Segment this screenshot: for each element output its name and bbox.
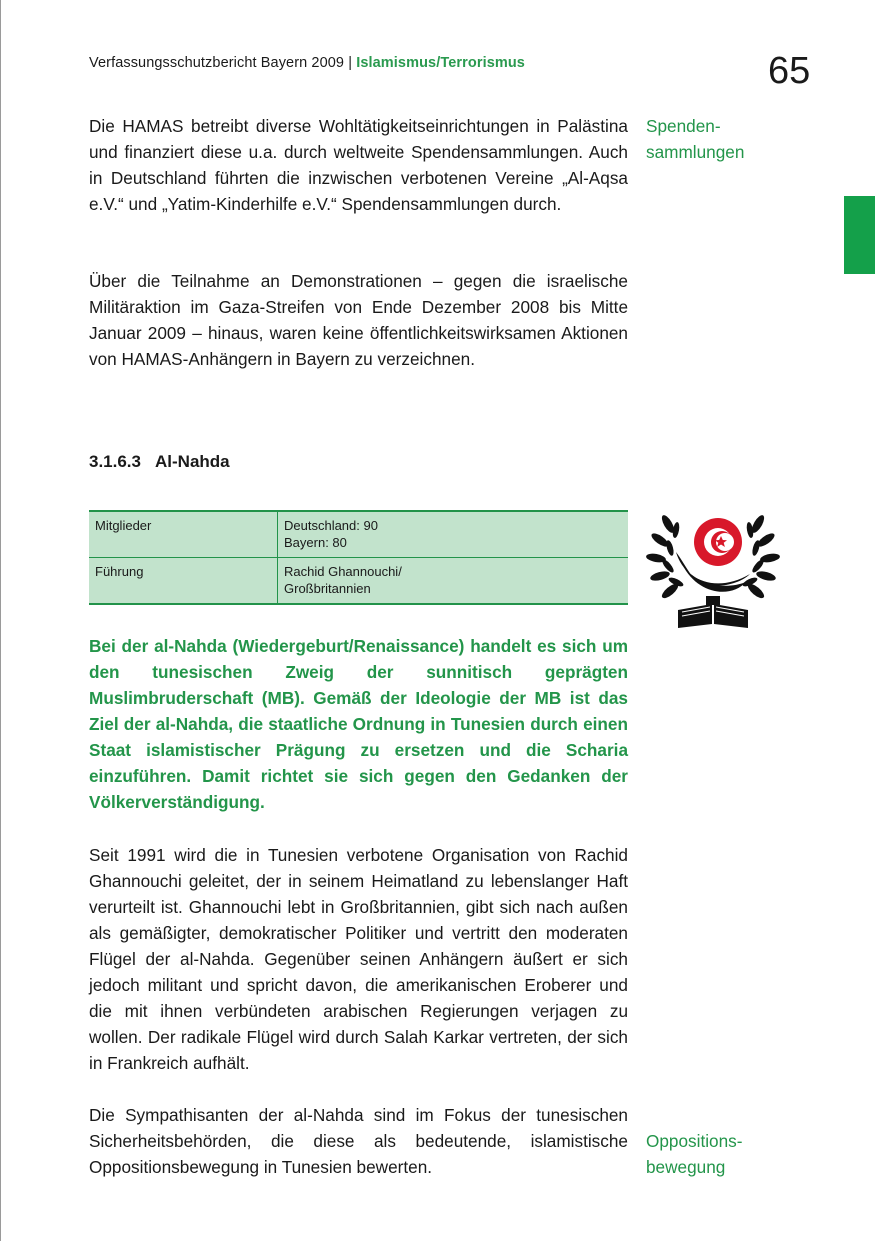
section-heading: [89, 452, 230, 472]
table-cell-key: Mitglieder: [89, 511, 278, 558]
margin-note-line: bewegung: [646, 1157, 726, 1177]
table-value-line: Rachid Ghannouchi/: [284, 564, 402, 579]
page-left-rule: [0, 0, 1, 1241]
table-value-line: Deutschland: 90: [284, 518, 378, 533]
table-cell-key: Führung: [89, 558, 278, 605]
al-nahda-emblem-icon: [646, 502, 780, 632]
section-title: Al-Nahda: [155, 452, 230, 471]
paragraph-hamas-demonstrations: Über die Teilnahme an Demonstrationen – gegen die israelische Militäraktion im Gaza-Streifen von Ende Dezember 2008 bis Mitte Januar 2009 – hinaus, waren keine öffentlichkeitswirksamen Aktionen von HAMAS-Anhängern in Bayern zu verzeichnen.: [89, 271, 628, 369]
paragraph-sympathisanten: Die Sympathisanten der al-Nahda sind im Fokus der tunesischen Sicherheitsbehörden, die diese als bedeutende, islamistische Oppositionsbewegung in Tunesien bewerten.: [89, 1105, 628, 1177]
table-cell-value: [278, 511, 629, 558]
margin-note-oppositionsbewegung: [646, 1128, 786, 1180]
organization-info-table: [89, 510, 628, 605]
paragraph-al-nahda-summary: Bei der al-Nahda (Wiedergeburt/Renaissance) handelt es sich um den tunesischen Zweig der sunnitisch geprägten Muslimbruderschaft (MB). Gemäß der Ideologie der MB ist das Ziel der al-Nahda, die staatliche Ordnung in Tunesien durch einen Staat islamistischer Prägung zu ersetzen und die Scharia einzuführen. Damit richtet sie sich gegen den Gedanken der Völkerverständigung.: [89, 636, 628, 812]
page-number: 65: [768, 50, 811, 92]
paragraph-ghannouchi: Seit 1991 wird die in Tunesien verbotene Organisation von Rachid Ghannouchi geleitet, der in seinem Heimatland zu lebenslanger Haft verurteilt ist. Ghannouchi lebt in Großbritannien, gibt sich nach außen als gemäßigter, demokratischer Politiker und vertritt den moderaten Flügel der al-Nahda. Gegenüber seinen Anhängern äußert er sich jedoch militant und spricht davon, die amerikanischen Eroberer und die mit ihnen verbündeten arabischen Regierungen verjagen zu wollen. Der radikale Flügel wird durch Salah Karkar vertreten, der sich in Frankreich aufhält.: [89, 845, 628, 1073]
running-header: [89, 55, 525, 71]
margin-note-line: Spenden-: [646, 116, 721, 136]
table-value-line: Bayern: 80: [284, 534, 347, 550]
chapter-tab-marker: [844, 196, 875, 274]
paragraph-hamas-charity: Die HAMAS betreibt diverse Wohltätigkeitseinrichtungen in Palästina und finanziert diese u.a. durch weltweite Spendensammlungen. Auch in Deutschland führten die inzwischen verbotenen Vereine „Al-Aqsa e.V.“ und „Yatim-Kinderhilfe e.V.“ Spendensammlungen durch.: [89, 116, 628, 214]
margin-note-line: sammlungen: [646, 142, 745, 162]
table-value-line: Großbritannien: [284, 580, 371, 596]
table-cell-value: [278, 558, 629, 605]
header-title: Verfassungsschutzbericht Bayern 2009: [89, 55, 345, 71]
table-row: [89, 558, 628, 605]
margin-note-spendensammlungen: [646, 113, 786, 165]
section-number: 3.1.6.3: [89, 452, 141, 471]
margin-note-line: Oppositions-: [646, 1131, 743, 1151]
header-separator: |: [344, 55, 357, 71]
table-row: [89, 511, 628, 558]
header-section: Islamismus/Terrorismus: [356, 55, 525, 71]
